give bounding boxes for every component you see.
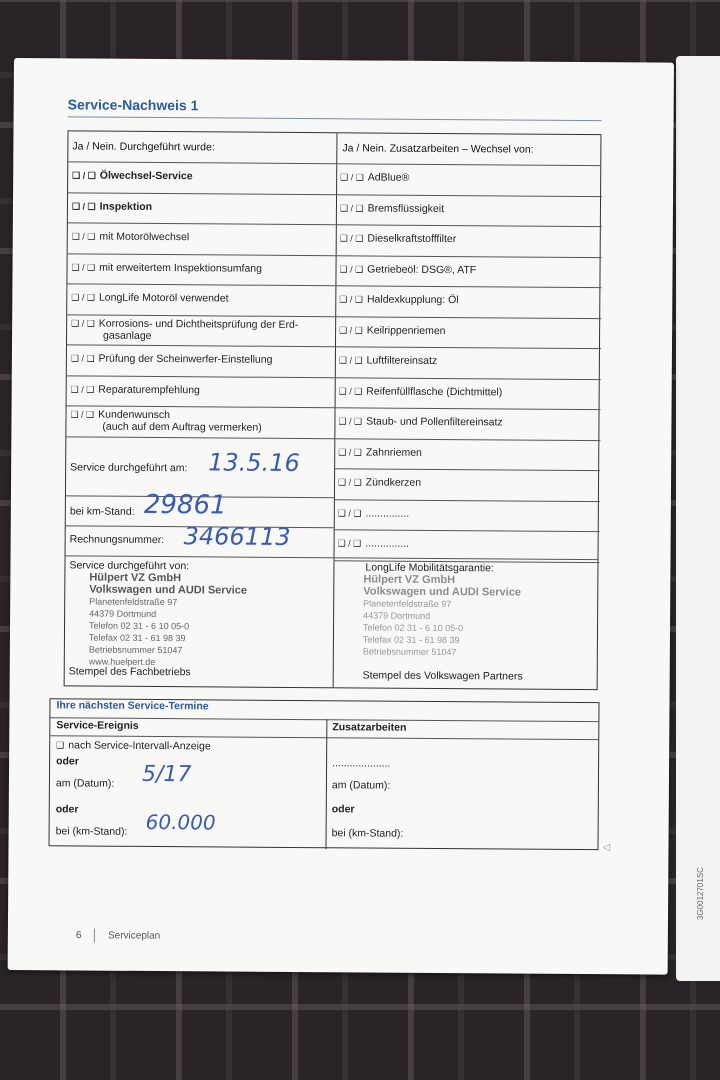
next-divider: [325, 719, 327, 849]
dealer-stamp-right: [363, 573, 521, 658]
service-date-value[interactable]: 13.5.16: [208, 448, 300, 478]
checkbox-icon[interactable]: ❑ / ❑: [71, 200, 96, 212]
right-item[interactable]: [339, 263, 476, 276]
checkbox-icon[interactable]: ❑ / ❑: [70, 409, 95, 420]
stamp-line: Volkswagen und AUDI Service: [363, 585, 522, 599]
title-rule: [68, 116, 602, 121]
right-item-label: Luftfiltereinsatz: [366, 354, 438, 367]
left-item[interactable]: [71, 352, 273, 365]
checkbox-icon[interactable]: ❑: [56, 740, 65, 751]
date-label-right: am (Datum):: [331, 779, 391, 792]
rule: [334, 529, 600, 532]
left-item-label: Prüfung der Scheinwerfer-Einstellung: [98, 352, 273, 366]
dealer-stamp-left: [89, 572, 247, 669]
rule: [67, 283, 335, 286]
left-item[interactable]: [71, 317, 298, 343]
service-table: [64, 130, 602, 690]
right-item[interactable]: [338, 507, 409, 519]
right-item-label: Haldexkupplung: Öl: [366, 293, 459, 307]
checkbox-icon[interactable]: ❑ / ❑: [337, 507, 362, 518]
km-label: bei km-Stand:: [69, 505, 135, 518]
left-item[interactable]: [72, 169, 193, 182]
left-item-label: mit Motorölwechsel: [99, 230, 190, 244]
right-item[interactable]: [339, 354, 437, 367]
right-item[interactable]: [340, 232, 457, 245]
oder-2: oder: [55, 803, 79, 816]
checkbox-icon[interactable]: ❑ / ❑: [339, 202, 364, 213]
right-item[interactable]: [339, 324, 446, 337]
right-item-label: Staub- und Pollenfiltereinsatz: [366, 415, 503, 429]
rule: [336, 224, 602, 227]
next-col2: Zusatzarbeiten: [332, 721, 407, 734]
rule: [67, 375, 335, 378]
checkbox-icon[interactable]: ❑ / ❑: [72, 170, 96, 181]
left-item[interactable]: [71, 383, 200, 396]
page-title: Service-Nachweis 1: [67, 96, 199, 114]
invoice-label: Rechnungsnummer:: [69, 533, 165, 547]
left-item-label-2: (auch auf dem Auftrag vermerken): [102, 420, 262, 434]
rule: [335, 377, 601, 380]
oder-1: oder: [56, 755, 79, 768]
right-header: Ja / Nein. Zusatzarbeiten – Wechsel von:: [342, 142, 534, 156]
right-item-label: ...............: [365, 506, 410, 520]
left-item[interactable]: [72, 200, 152, 213]
stamp-line: Telefon 02 31 - 6 10 05-0: [362, 622, 464, 634]
rule: [66, 436, 334, 439]
left-item[interactable]: [72, 230, 190, 243]
left-item[interactable]: [70, 408, 261, 433]
performed-by-label: Service durchgeführt von:: [69, 559, 190, 573]
page-number: 6: [75, 930, 82, 942]
rule: [334, 468, 600, 471]
left-item-label: Ölwechsel-Service: [99, 169, 193, 183]
checkbox-icon[interactable]: ❑ / ❑: [338, 355, 363, 366]
rule: [334, 499, 600, 502]
km-value[interactable]: 29861: [143, 489, 227, 521]
right-item-label: Keilrippenriemen: [366, 323, 446, 337]
right-item-label: Getriebeöl: DSG®, ATF: [367, 262, 477, 276]
rule: [335, 285, 601, 288]
left-item-label-2: gasanlage: [103, 329, 152, 342]
rule: [336, 194, 602, 197]
stamp-line: Betriebsnummer 51047: [88, 644, 183, 656]
stamp-line: 44379 Dortmund: [363, 610, 431, 621]
next-appointments: [48, 698, 599, 850]
footer-section: Serviceplan: [107, 930, 161, 942]
checkbox-icon[interactable]: ❑ / ❑: [339, 233, 364, 244]
right-item[interactable]: [338, 476, 421, 489]
checkbox-icon[interactable]: ❑ / ❑: [340, 172, 364, 183]
left-item-label: Reparaturempfehlung: [98, 383, 200, 396]
right-item[interactable]: [339, 385, 503, 398]
right-item-label: AdBlue®: [367, 171, 410, 184]
next-col1: Service-Ereignis: [56, 719, 139, 732]
checkbox-icon[interactable]: ❑ / ❑: [337, 538, 362, 549]
rule: [335, 407, 601, 410]
stamp-line: Telefon 02 31 - 6 10 05-0: [89, 620, 190, 632]
stamp-right-label: Stempel des Volkswagen Partners: [362, 669, 523, 683]
rule: [334, 438, 600, 441]
checkbox-icon[interactable]: ❑ / ❑: [70, 383, 95, 395]
rule: [68, 222, 336, 225]
checkbox-icon[interactable]: ❑ / ❑: [338, 385, 363, 396]
rule: [336, 255, 602, 258]
stamp-line: Betriebsnummer 51047: [362, 646, 457, 658]
km-label-next: bei (km-Stand):: [55, 825, 128, 838]
right-item-label: Reifenfüllflasche (Dichtmittel): [366, 384, 503, 398]
km-label-right: bei (km-Stand):: [331, 827, 404, 840]
stamp-line: Hülpert VZ GmbH: [89, 571, 182, 585]
stamp-line: www.huelpert.de: [88, 656, 156, 668]
right-item[interactable]: [340, 202, 444, 215]
service-date-label: Service durchgeführt am:: [70, 461, 188, 475]
next-interval[interactable]: [56, 739, 211, 752]
side-code: 3G0012701SC: [696, 867, 705, 920]
left-item[interactable]: [71, 291, 228, 304]
right-item-label: ...............: [365, 537, 410, 550]
stamp-line: Planetenfeldstraße 97: [363, 598, 452, 610]
footer-divider: [94, 929, 95, 943]
mobility-label: LongLife Mobilitätsgarantie:: [365, 561, 494, 575]
right-item[interactable]: [338, 415, 502, 428]
rule: [335, 316, 601, 319]
dots-1[interactable]: ....................: [332, 757, 391, 770]
next-title: Ihre nächsten Service-Termine: [56, 699, 209, 713]
next-page-edge: [676, 56, 720, 981]
checkbox-icon[interactable]: ❑ / ❑: [339, 294, 363, 305]
stamp-line: Telefax 02 31 - 61 98 39: [362, 634, 460, 646]
left-item-label: Inspektion: [99, 200, 153, 213]
page-footer: [76, 928, 160, 943]
invoice-value[interactable]: 3466113: [183, 522, 291, 551]
right-item-label: Dieselkraftstofffilter: [367, 232, 457, 246]
rule: [335, 346, 601, 349]
checkbox-icon[interactable]: ❑ / ❑: [71, 261, 96, 273]
rule: [67, 344, 335, 347]
service-page: [8, 58, 674, 975]
checkbox-icon[interactable]: ❑ / ❑: [70, 353, 95, 364]
right-item[interactable]: [339, 293, 458, 306]
checkbox-icon[interactable]: ❑ / ❑: [71, 317, 95, 329]
right-item-label: Zündkerzen: [365, 476, 422, 489]
rule: [68, 192, 336, 195]
left-header: Ja / Nein. Durchgeführt wurde:: [72, 140, 215, 154]
next-interval-label: nach Service-Intervall-Anzeige: [68, 739, 211, 753]
checkbox-icon[interactable]: ❑ / ❑: [339, 324, 363, 335]
right-item-label: Bremsflüssigkeit: [367, 201, 445, 215]
left-item-label: mit erweitertem Inspektionsumfang: [99, 261, 263, 275]
stamp-line: Telefax 02 31 - 61 98 39: [88, 632, 186, 644]
stamp-line: Hülpert VZ GmbH: [363, 573, 456, 587]
right-item[interactable]: [338, 537, 409, 549]
left-item-label: LongLife Motoröl verwendet: [98, 291, 229, 305]
checkbox-icon[interactable]: ❑ / ❑: [338, 416, 363, 427]
date-value[interactable]: 5/17: [141, 761, 192, 788]
checkbox-icon[interactable]: ❑ / ❑: [71, 292, 96, 303]
column-divider: [333, 133, 338, 687]
checkbox-icon[interactable]: ❑ / ❑: [338, 446, 362, 457]
km-value-next[interactable]: 60.000: [145, 809, 216, 835]
left-item-label: Kundenwunsch: [98, 408, 171, 422]
date-label: am (Datum):: [55, 777, 115, 790]
right-item-label: Zahnriemen: [365, 445, 422, 459]
checkbox-icon[interactable]: ❑ / ❑: [71, 231, 96, 242]
stamp-line: 44379 Dortmund: [89, 608, 157, 620]
stamp-line: Volkswagen und AUDI Service: [89, 583, 248, 597]
left-item[interactable]: [72, 261, 263, 274]
rule: [68, 253, 336, 256]
corner-triangle-icon: ◁: [602, 842, 611, 854]
stamp-line: Planetenfeldstraße 97: [89, 596, 178, 608]
stamp-left-label: Stempel des Fachbetriebs: [68, 665, 191, 679]
right-item[interactable]: [338, 446, 422, 459]
checkbox-icon[interactable]: ❑ / ❑: [339, 263, 364, 274]
checkbox-icon[interactable]: ❑ / ❑: [338, 477, 362, 488]
right-item[interactable]: [340, 171, 409, 183]
left-item-label: Korrosions- und Dichtheitsprüfung der Erd-: [98, 317, 299, 331]
oder-3: oder: [331, 803, 355, 816]
